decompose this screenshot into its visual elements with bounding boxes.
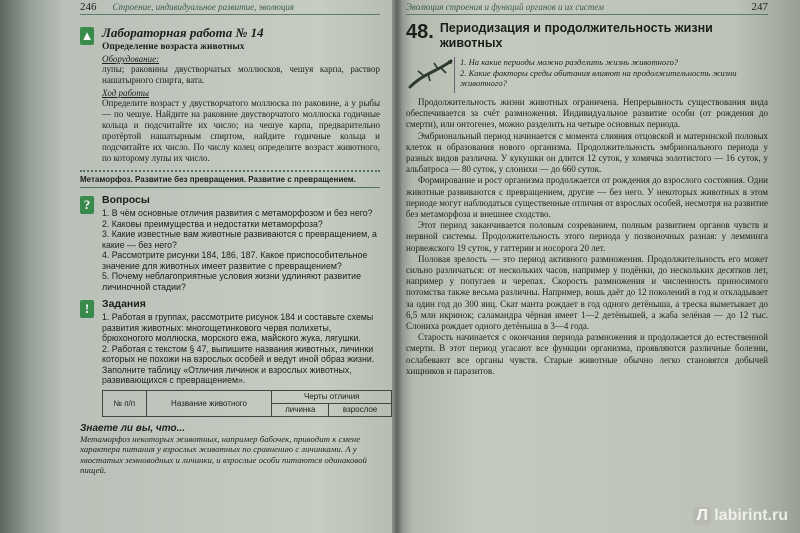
- body-paragraph: Формирование и рост организма продолжается от рождения до взрослого состояния. Одни животные развиваются с превращением, другие — без него. У некоторых животных в этом периоде могут наблюдаться существенные отличия от взрослых особей, несмотря на развитие без метаморфоза и внешнее сходство.: [406, 175, 768, 220]
- question-item: 5. Почему неблагоприятные условия жизни удлиняют развитие личиночной стадии?: [102, 271, 361, 292]
- table-header-features: Черты отличия: [272, 390, 392, 403]
- question-item: 4. Рассмотрите рисунки 184, 186, 187. Какое приспособительное значение для животных имеет развитие с превращением?: [102, 250, 368, 271]
- left-running-head: [80, 0, 380, 15]
- body-paragraph: Этот период заканчивается половым созреванием, полным развитием органов чувств и нервной системы. Продолжительность этого периода у позвоночных разная: у лемминга норвежского 19 суток, у гаттерии и носорога 20 лет.: [406, 220, 768, 253]
- question-item: 3. Какие известные вам животные развиваются с превращением, а какие — без него?: [102, 229, 377, 250]
- watermark-logo-icon: Л: [693, 507, 711, 525]
- left-running-head-text: Строение, индивидуальное развитие, эволюция: [112, 2, 295, 12]
- task-item: 1. Работая в группах, рассмотрите рисунок 184 и составьте схемы развития животных: многощетинкового червя полихеты, брюхоногого моллюска, морского ежа, майского жука, лягушки.: [102, 312, 374, 343]
- left-page-number: 246: [80, 1, 97, 13]
- right-running-head-text: Эволюция строения и функций органов и их систем: [406, 2, 604, 12]
- chapter-number: 48.: [406, 21, 434, 43]
- lab-title: Лабораторная работа № 14: [102, 25, 264, 40]
- tasks-block: [80, 298, 380, 417]
- table-header-row: [103, 390, 392, 403]
- body-paragraph: Половая зрелость — это период активного размножения. Продолжительность его может сильно различаться: от нескольких часов, например у подёнки, до нескольких десятков лет, например у попугаев и черепах. Скорость размножения и численность приносимого потомства также весьма различны. Например, вошь даёт до 12 поколений в год и откладывает за один год до 300 яиц. Скат манта рождает в год одного детёныша, а треска выметывает до 6,5 млн икринок; саламандра чёрная имеет 1—2 детёнышей, а жаба зелёная — до 12 тыс. Слониха рождает одного детёныша в 3—4 года.: [406, 253, 768, 332]
- watermark-text: labirint.ru: [714, 507, 788, 524]
- questions-block: [80, 194, 380, 292]
- right-page-number: 247: [751, 1, 768, 13]
- did-you-know-heading: Знаете ли вы, что...: [80, 422, 185, 434]
- section-summary-bar: Метаморфоз. Развитие без превращения. Развитие с превращением.: [80, 170, 380, 188]
- equipment-text: лупы; раковины двустворчатых моллюсков, чешуя карпа, раствор нашатырного спирта, вата.: [102, 64, 380, 85]
- equipment-label: Оборудование:: [102, 54, 160, 64]
- body-paragraph: Продолжительность жизни животных ограничена. Непрерывность существования вида обеспечивается за счёт размножения. Индивидуальное развитие особи (от рождения до смерти), или онтогенез, можно разделить на четыре основных периода.: [406, 97, 768, 130]
- table-header-num: № п/п: [103, 390, 147, 416]
- procedure-label: Ход работы: [102, 88, 150, 98]
- question-icon: ?: [80, 196, 94, 214]
- lab-subtitle: Определение возраста животных: [102, 42, 245, 52]
- left-page: [28, 0, 392, 533]
- procedure-text: Определите возраст у двустворчатого моллюска по раковине, а у рыбы — по чешуе. Найдите на раковине двустворчатого моллюска годичные кольца и подсчитайте их число; на чешуе карпа, предварительно протёртой нашатырным спиртом, найдите годичные кольца и подсчитайте их число. По числу колец определите возраст животного, по которому лупы их число.: [102, 98, 380, 163]
- tasks-heading: Задания: [102, 298, 146, 310]
- intro-questions: [454, 57, 768, 93]
- intro-question-item: 2. Какие факторы среды обитания влияют на продолжительность жизни животного?: [460, 67, 737, 88]
- book-spine: [392, 0, 402, 533]
- task-icon: !: [80, 300, 94, 318]
- did-you-know-text: Метаморфоз некоторых животных, например бабочек, приводит к смене характера питания у взрослых животных по сравнению с личинками. А у хвостатых земноводных и личинки, и взрослые особи питаются одинаковой пищей.: [80, 433, 367, 475]
- body-paragraph: Эмбриональный период начинается с момента слияния отцовской и материнской половых клеток и образования нового организма. Продолжительность эмбрионального периода у разных видов различна. У кукушки он длится 12 суток, у хомячка золотистого — 16 суток, у альбатроса — 80 суток, у слонихи — до 660 суток.: [406, 130, 768, 175]
- questions-heading: Вопросы: [102, 194, 150, 206]
- comparison-table: [102, 390, 392, 417]
- question-item: 1. В чём основные отличия развития с метаморфозом и без него?: [102, 208, 373, 218]
- lab-work-block: [80, 25, 380, 164]
- chapter-title: Периодизация и продолжительность жизни животных: [439, 21, 713, 50]
- tasks-list: [102, 312, 380, 386]
- intro-questions-block: [406, 57, 768, 93]
- right-page: [402, 0, 774, 533]
- lab-icon: ▲: [80, 28, 94, 43]
- watermark: [693, 507, 788, 525]
- chapter-header: [406, 21, 768, 51]
- right-running-head: [406, 0, 768, 15]
- question-item: 2. Каковы преимущества и недостатки метаморфоза?: [102, 218, 323, 229]
- table-header-adult: взрослое: [329, 403, 392, 416]
- lizard-icon: [406, 57, 454, 93]
- intro-question-item: 1. На какие периоды можно разделить жизнь животного?: [460, 57, 679, 67]
- table-header-name: Название животного: [146, 390, 272, 416]
- table-header-larva: личинка: [272, 403, 329, 416]
- questions-list: [102, 208, 380, 292]
- task-item: 2. Работая с текстом § 47, выпишите названия животных, личинки которых не похожи на взрослых особей и ведут иной образ жизни. Заполните таблицу «Отличия личинок и взрослых животных, развивающихся с превращением».: [102, 343, 375, 385]
- body-paragraph: Старость начинается с окончания периода размножения и продолжается до естественной смерти. В этот период угасают все функции организма, проявляются различные болезни, ослабевают все органы чувств. Старые животные обычно легко становятся добычей хищников и паразитов.: [406, 332, 768, 376]
- chapter-body: [406, 97, 768, 377]
